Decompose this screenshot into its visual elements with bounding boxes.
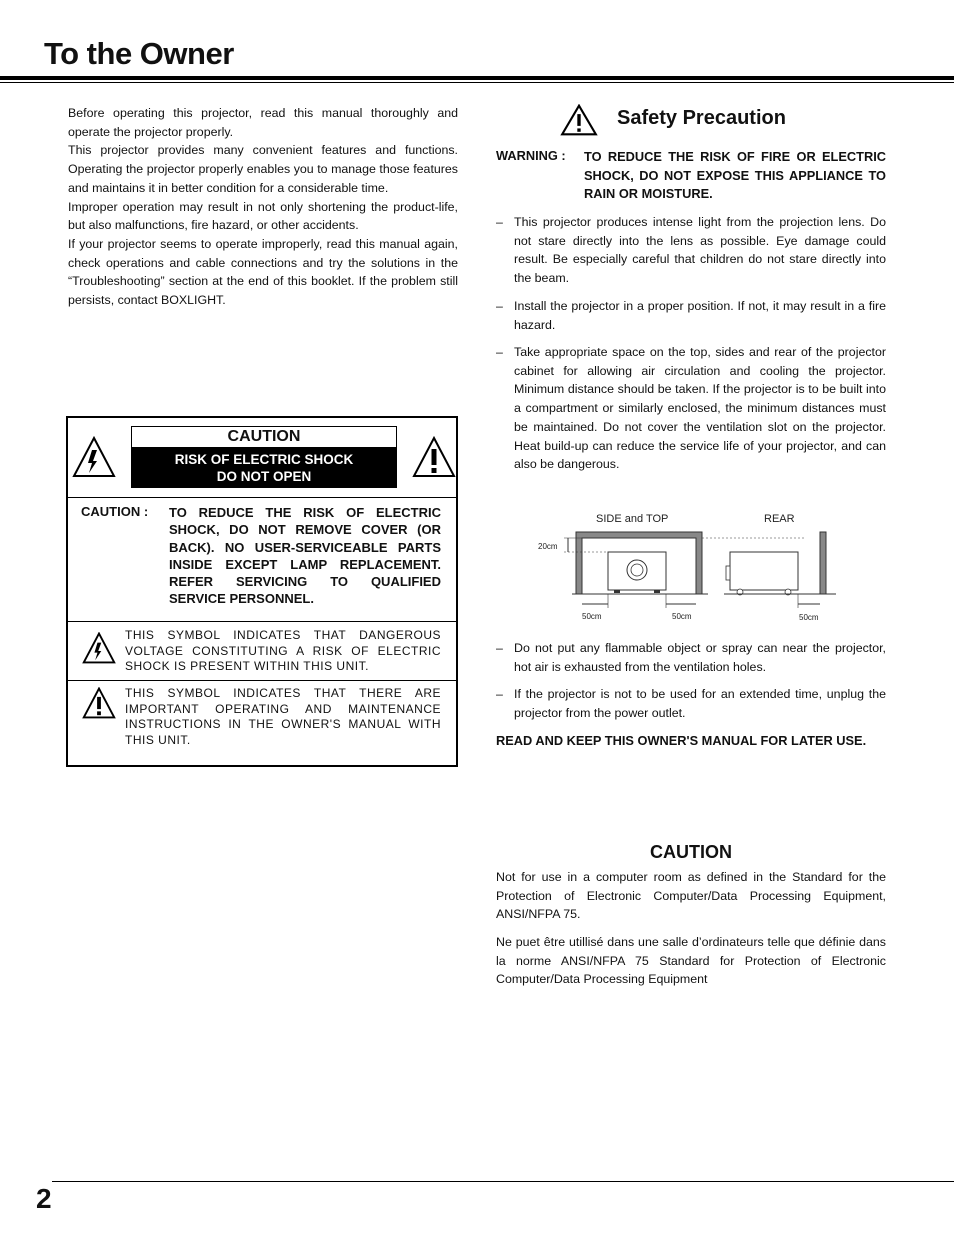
diagram-side-right-label: 50cm (672, 612, 692, 621)
exclamation-warning-icon (82, 687, 116, 719)
list-item (496, 343, 886, 474)
symbol-voltage-row (68, 622, 456, 681)
symbol-voltage-text: THIS SYMBOL INDICATES THAT DANGEROUS VOLTAGE CONSTITUTING A RISK OF ELECTRIC SHOCK IS PRESENT WITHIN THIS UNIT. (125, 628, 441, 674)
bullet-text: Do not put any flammable object or spray can near the projector, hot air is exhausted from the ventilation holes. (514, 641, 886, 674)
list-item (496, 639, 886, 676)
title-rule (0, 76, 954, 80)
diagram-top-gap-label: 20cm (538, 542, 558, 551)
diagram-side-left-label: 50cm (582, 612, 602, 621)
caution-paragraph-fr: Ne puet être utillisé dans une salle d’ordinateurs telle que définie dans la norme ANSI/NFPA 75 Standard for Protection of Electronic Computer/Data Processing Equipment (496, 935, 886, 987)
intro-text (68, 104, 458, 310)
risk-line: RISK OF ELECTRIC SHOCK (174, 452, 354, 467)
list-item (496, 685, 886, 722)
risk-line: DO NOT OPEN (216, 469, 312, 484)
intro-paragraph: This projector provides many convenient features and functions. Operating the projector properly enables you to manage those features and maintains it in better condition for a considerable time. (68, 143, 458, 195)
caution-box (66, 416, 458, 767)
caution-label: CAUTION : (81, 504, 149, 519)
bullet-dash: – (496, 687, 503, 701)
page-title: To the Owner (44, 36, 234, 71)
intro-paragraph: If your projector seems to operate improperly, read this manual again, check operations and cable connections and try the solutions in the “Troubleshooting” section at the end of this booklet. If the problem still persists, contact BOXLIGHT. (68, 236, 458, 308)
caution-paragraph-en: Not for use in a computer room as defined in the Standard for the Protection of Electronic Computer/Data Processing Equipment, ANSI/NFPA 75. (496, 870, 886, 922)
diagram-rear-label: REAR (764, 513, 795, 525)
title-rule-thin (0, 82, 954, 83)
warning-label: WARNING : (496, 148, 566, 163)
bullet-text: Install the projector in a proper position. If not, it may result in a fire hazard. (514, 299, 886, 332)
page-number: 2 (36, 1183, 52, 1214)
intro-paragraph: Improper operation may result in not only shortening the product-life, but also malfunctions, fire hazard, or other accidents. (68, 199, 458, 233)
bullet-text: Take appropriate space on the top, sides and rear of the projector cabinet for allowing air circulation and cooling the projector. Minimum distance should be taken. If the projector is to be built into a compartment or similarly enclosed, the minimum distances must be maintained. Do not cover the ventilation slot on the projector. Heat build-up can reduce the service life of your projector, and can also be dangerous. (514, 345, 886, 472)
lightning-warning-icon (82, 632, 116, 664)
bullet-text: This projector produces intense light from the projection lens. Do not stare directly into the lens as possible. Eye damage could result. Be especially careful that children do not stare directly into the beam. (514, 215, 886, 286)
clearance-diagram (536, 508, 836, 624)
caution-title: CAUTION (131, 426, 397, 448)
bullet-dash: – (496, 641, 503, 655)
read-keep-notice: READ AND KEEP THIS OWNER'S MANUAL FOR LATER USE. (496, 733, 867, 748)
symbol-instructions-row (68, 681, 456, 767)
safety-heading: Safety Precaution (617, 107, 786, 129)
diagram-side-top-label: SIDE and TOP (596, 513, 669, 525)
bullet-dash: – (496, 345, 503, 359)
diagram-rear-gap-label: 50cm (799, 613, 819, 622)
footer-rule (52, 1181, 954, 1182)
bullet-dash: – (496, 215, 503, 229)
caution-header (68, 418, 456, 498)
caution-heading: CAUTION (650, 842, 732, 862)
warning-text: TO REDUCE THE RISK OF FIRE OR ELECTRIC SHOCK, DO NOT EXPOSE THIS APPLIANCE TO RAIN OR MOISTURE. (584, 149, 886, 202)
bullet-dash: – (496, 299, 503, 313)
symbol-instructions-text: THIS SYMBOL INDICATES THAT THERE ARE IMPORTANT OPERATING AND MAINTENANCE INSTRUCTIONS IN THE OWNER'S MANUAL WITH THIS UNIT. (125, 686, 441, 747)
exclamation-warning-icon (412, 436, 456, 478)
list-item (496, 297, 886, 334)
caution-statement (68, 498, 456, 622)
intro-paragraph: Before operating this projector, read this manual thoroughly and operate the projector properly. (68, 106, 458, 139)
lightning-warning-icon (72, 436, 116, 478)
exclamation-warning-icon (560, 104, 598, 136)
caution-text: TO REDUCE THE RISK OF ELECTRIC SHOCK, DO NOT REMOVE COVER (OR BACK). NO USER-SERVICEABLE PARTS INSIDE EXCEPT LAMP REPLACEMENT. REFER SERVICING TO QUALIFIED SERVICE PERSONNEL. (169, 505, 441, 607)
bullet-text: If the projector is not to be used for an extended time, unplug the projector from the power outlet. (514, 687, 886, 720)
list-item (496, 213, 886, 288)
caution-risk-label (131, 448, 397, 488)
